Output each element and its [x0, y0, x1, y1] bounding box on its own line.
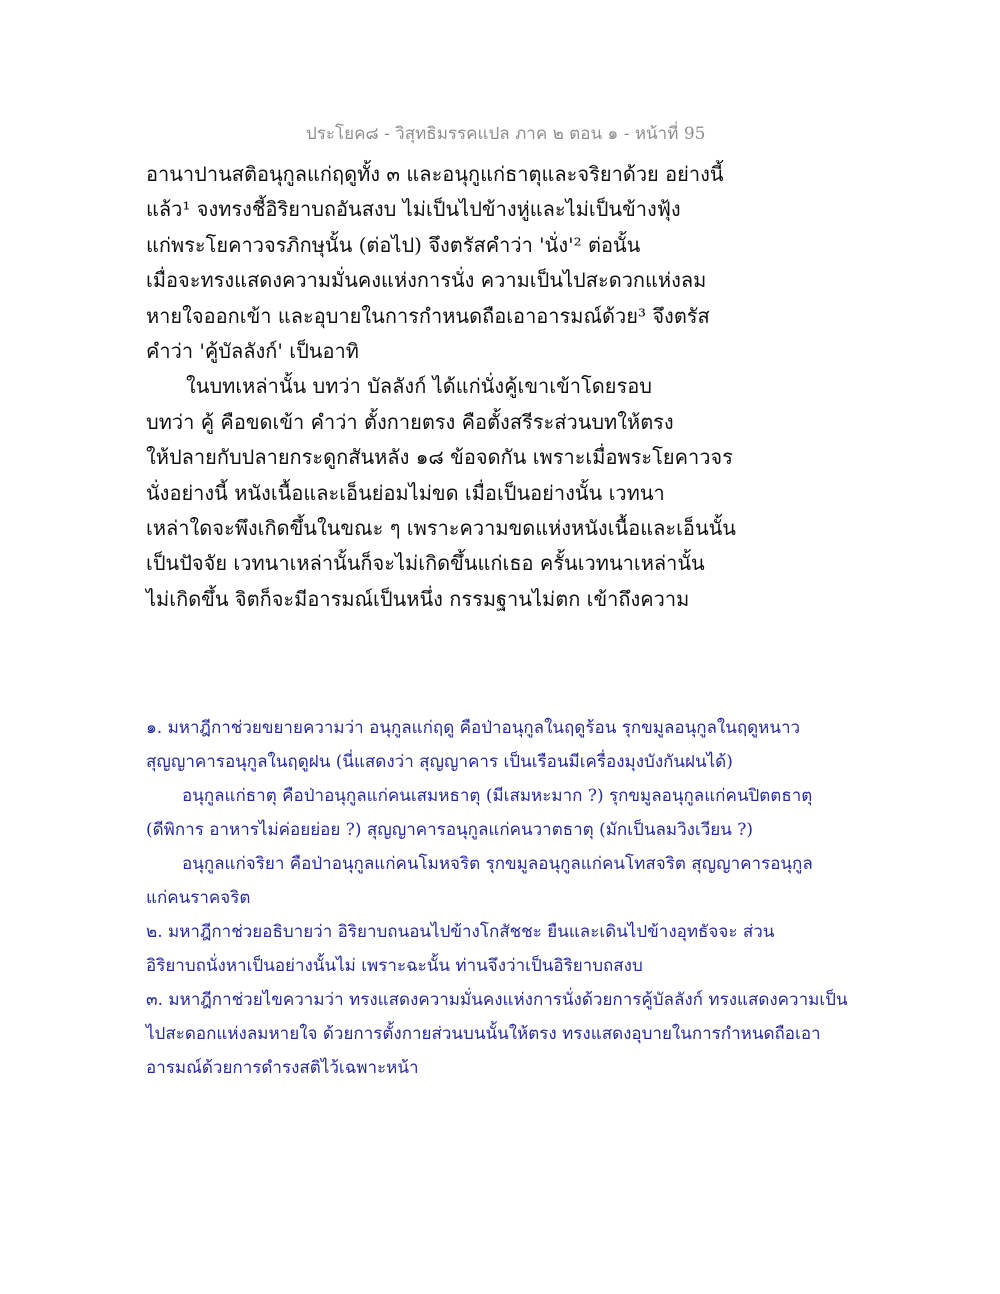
footnote-1-line: อนุกูลแก่จริยา คือป่าอนุกูลแก่คนโมหจริต รุกขมูลอนุกูลแก่คนโทสจริต สุญญาคารอนุกูล: [182, 854, 813, 874]
body-line: แก่พระโยคาวจรภิกษุนั้น (ต่อไป) จึงตรัสคำว่า 'นั่ง'² ต่อนั้น: [146, 232, 641, 257]
footnote-1-line: (ดีพิการ อาหารไม่ค่อยย่อย ?) สุญญาคารอนุกูลแก่คนวาตธาตุ (มักเป็นลมวิงเวียน ?): [146, 820, 754, 840]
body-line: ไม่เกิดขึ้น จิตก็จะมีอารมณ์เป็นหนึ่ง กรรมฐานไม่ตก เข้าถึงความ: [146, 586, 690, 611]
body-line: นั่งอย่างนี้ หนังเนื้อและเอ็นย่อมไม่ขด เมื่อเป็นอย่างนั้น เวทนา: [146, 480, 665, 505]
footnotes-section: [146, 711, 846, 1085]
body-line: เป็นปัจจัย เวทนาเหล่านั้นก็จะไม่เกิดขึ้นแก่เธอ ครั้นเวทนาเหล่านั้น: [146, 551, 705, 576]
footnote-3-line: ๓. มหาฎีกาช่วยไขความว่า ทรงแสดงความมั่นคงแห่งการนั่งด้วยการคู้บัลลังก์ ทรงแสดงความเป็น: [146, 990, 848, 1010]
body-line: คำว่า 'คู้บัลลังก์' เป็นอาทิ: [146, 338, 359, 363]
body-line: เหล่าใดจะพึงเกิดขึ้นในขณะ ๆ เพราะความขดแห่งหนังเนื้อและเอ็นนั้น: [146, 515, 736, 540]
footnote-3-line: ไปสะดอกแห่งลมหายใจ ด้วยการตั้งกายส่วนบนนั้นให้ตรง ทรงแสดงอุบายในการกำหนดถือเอา: [146, 1024, 821, 1044]
paragraph-start-line: ในบทเหล่านั้น บทว่า บัลลังก์ ได้แก่นั่งคู้เขาเข้าโดยรอบ: [186, 374, 652, 399]
footnote-1-line: อนุกูลแก่ธาตุ คือป่าอนุกูลแก่คนเสมหธาตุ (มีเสมหะมาก ?) รุกขมูลอนุกูลแก่คนปิตตธาตุ: [182, 786, 813, 806]
body-line: เมื่อจะทรงแสดงความมั่นคงแห่งการนั่ง ความเป็นไปสะดวกแห่งลม: [146, 268, 707, 293]
running-header: ประโยค๘ - วิสุทธิมรรคแปล ภาค ๒ ตอน ๑ - หน้าที่ 95: [306, 124, 706, 144]
footnote-2-line: อิริยาบถนั่งหาเป็นอย่างนั้นไม่ เพราะฉะนั้น ท่านจึงว่าเป็นอิริยาบถสงบ: [146, 956, 643, 976]
footnote-1-line: แก่คนราคจริต: [146, 888, 251, 908]
body-line: แล้ว¹ จงทรงชี้อิริยาบถอันสงบ ไม่เป็นไปข้างหู่และไม่เป็นข้างฟุ้ง: [146, 197, 681, 222]
body-line: หายใจออกเข้า และอุบายในการกำหนดถือเอาอารมณ์ด้วย³ จึงตรัส: [146, 303, 710, 328]
footnote-1-line: ๑. มหาฎีกาช่วยขยายความว่า อนุกูลแก่ฤดู คือป่าอนุกูลในฤดูร้อน รุกขมูลอนุกูลในฤดูหนาว: [146, 718, 801, 738]
main-body-text: [146, 157, 846, 617]
footnote-2-line: ๒. มหาฎีกาช่วยอธิบายว่า อิริยาบถนอนไปข้างโกสัชชะ ยืนและเดินไปข้างอุทธัจจะ ส่วน: [146, 922, 775, 942]
body-line: อานาปานสติอนุกูลแก่ฤดูทั้ง ๓ และอนุกูแก่ธาตุและจริยาด้วย อย่างนี้: [146, 162, 724, 186]
footnote-1-line: สุญญาคารอนุกูลในฤดูฝน (นี่แสดงว่า สุญญาคาร เป็นเรือนมีเครื่องมุงบังกันฝนได้): [146, 752, 733, 772]
footnote-3-line: อารมณ์ด้วยการดำรงสติไว้เฉพาะหน้า: [146, 1058, 419, 1078]
body-line: บทว่า คู้ คือขดเข้า คำว่า ตั้งกายตรง คือตั้งสรีระส่วนบทให้ตรง: [146, 409, 674, 434]
body-line: ให้ปลายกับปลายกระดูกสันหลัง ๑๘ ข้อจดกัน เพราะเมื่อพระโยคาวจร: [146, 445, 733, 470]
